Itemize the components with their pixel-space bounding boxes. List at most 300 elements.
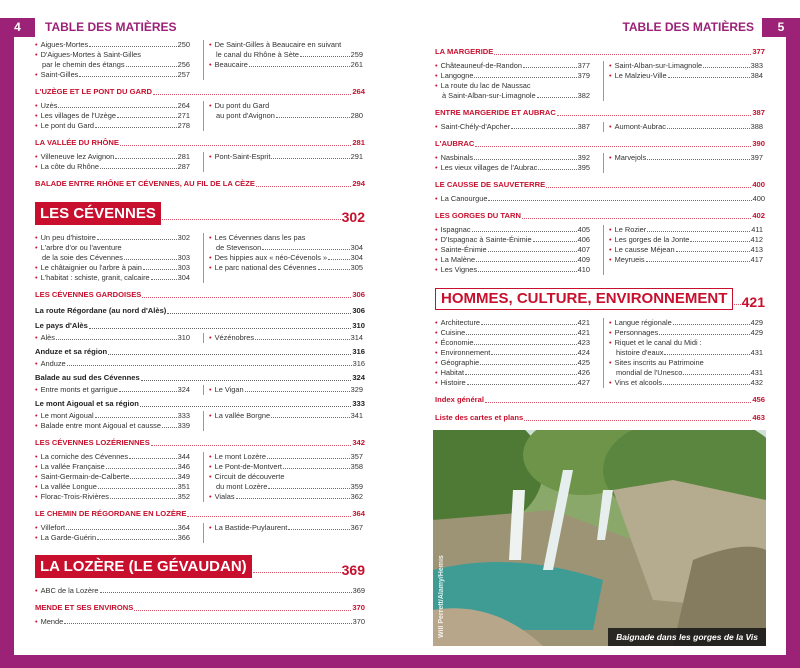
entry-page: 333 (177, 411, 190, 420)
entry-label-continued: à Saint-Alban-sur-Limagnole (442, 91, 536, 100)
dot-leader (271, 417, 350, 418)
subsection-entry[interactable] (35, 371, 365, 384)
entry-label: Les villages de l'Uzège (40, 111, 116, 120)
two-column-entries (435, 122, 765, 132)
dot-leader (271, 158, 349, 159)
toc-entry-continued[interactable] (609, 348, 763, 358)
entry-label: Saint-Alban-sur-Limagnole (614, 61, 703, 70)
toc-entry[interactable] (609, 225, 763, 235)
toc-entry[interactable] (435, 225, 590, 235)
section-heading[interactable] (435, 210, 765, 222)
bullet-icon: • (435, 348, 438, 357)
bullet-icon: • (209, 233, 212, 242)
bullet-icon: • (35, 472, 38, 481)
toc-entry[interactable] (35, 421, 190, 431)
toc-entry[interactable] (209, 523, 363, 533)
section-heading[interactable] (35, 86, 365, 98)
dot-leader (124, 259, 177, 260)
entry-label: Le mont Lozère (214, 452, 266, 461)
dot-leader (472, 231, 577, 232)
entry-label: Circuit de découverte (214, 472, 285, 481)
toc-entry-continued[interactable] (209, 111, 363, 121)
dot-leader (537, 97, 577, 98)
entry-page: 382 (577, 91, 590, 100)
entry-label: Châteauneuf-de-Randon (440, 61, 522, 70)
dot-leader (119, 391, 177, 392)
dot-leader (255, 339, 350, 340)
bullet-icon: • (609, 225, 612, 234)
dot-leader (475, 146, 751, 147)
toc-entry[interactable] (435, 358, 590, 368)
entry-label: De Saint-Gilles à Beaucaire en suivant (214, 40, 342, 49)
entry-label: La route du lac de Naussac (440, 81, 531, 90)
section-heading[interactable] (435, 179, 765, 191)
toc-entry[interactable] (35, 152, 190, 162)
bullet-icon: • (435, 225, 438, 234)
entry-label: Géographie (440, 358, 480, 367)
bullet-icon: • (35, 273, 38, 282)
heading-page: 370 (352, 603, 365, 612)
right-column (603, 61, 763, 101)
entry-label-continued: histoire d'eaux (616, 348, 664, 357)
entry-label: Aumont-Aubrac (614, 122, 666, 131)
dot-leader (703, 67, 750, 68)
subsection-entry[interactable] (35, 397, 365, 410)
toc-entry[interactable] (609, 245, 763, 255)
toc-entry[interactable] (609, 235, 763, 245)
left-column (435, 153, 590, 173)
toc-entry[interactable] (435, 245, 590, 255)
entry-page: 412 (750, 235, 763, 244)
toc-entry[interactable] (35, 617, 365, 627)
bullet-icon: • (209, 40, 212, 49)
toc-entry[interactable] (609, 122, 763, 132)
heading-label: Anduze et sa région (35, 347, 108, 356)
entry-page: 410 (577, 265, 590, 274)
toc-entry[interactable] (435, 265, 590, 275)
toc-entry[interactable] (435, 163, 590, 173)
dot-leader (647, 231, 750, 232)
entry-page: 280 (350, 111, 363, 120)
bullet-icon: • (35, 482, 38, 491)
toc-entry[interactable] (209, 333, 363, 343)
dot-leader (474, 159, 577, 160)
section-heading[interactable] (435, 138, 765, 150)
dot-leader (95, 127, 177, 128)
dot-leader (467, 384, 577, 385)
entry-label: Uzès (40, 101, 58, 110)
toc-entry[interactable] (35, 533, 190, 543)
entry-page: 357 (350, 452, 363, 461)
bullet-icon: • (35, 111, 38, 120)
bullet-icon: • (35, 421, 38, 430)
toc-entry[interactable] (209, 411, 363, 421)
bullet-icon: • (35, 533, 38, 542)
toc-entry[interactable] (35, 101, 190, 111)
left-column (35, 385, 190, 395)
entry-page: 388 (750, 122, 763, 131)
toc-entry[interactable] (435, 368, 590, 378)
toc-entry[interactable] (35, 243, 190, 253)
chapter-title: LA LOZÈRE (LE GÉVAUDAN) (35, 555, 252, 578)
bullet-icon: • (435, 255, 438, 264)
toc-entry-continued[interactable] (609, 368, 763, 378)
toc-entry[interactable] (609, 255, 763, 265)
toc-entry-continued[interactable] (209, 243, 363, 253)
dot-leader (474, 344, 576, 345)
heading-page: 463 (752, 413, 765, 422)
dot-leader (659, 334, 750, 335)
entry-page: 359 (350, 482, 363, 491)
toc-entry[interactable] (209, 385, 363, 395)
entry-label: Beaucaire (214, 60, 248, 69)
bullet-icon: • (35, 162, 38, 171)
toc-entry[interactable] (435, 122, 590, 132)
entry-label: Vins et alcools (614, 378, 663, 387)
entry-label: Le mont Aigoual (40, 411, 94, 420)
dot-leader (476, 261, 577, 262)
dot-leader (668, 77, 750, 78)
entry-page: 384 (750, 71, 763, 80)
right-column (603, 318, 763, 388)
entry-label: Les Cévennes dans les pas (214, 233, 306, 242)
bullet-icon: • (609, 378, 612, 387)
toc-entry[interactable] (209, 452, 363, 462)
dot-leader (523, 67, 577, 68)
entry-page: 392 (577, 153, 590, 162)
bullet-icon: • (35, 40, 38, 49)
dot-leader (474, 77, 576, 78)
toc-entry-continued[interactable] (35, 253, 190, 263)
entry-label: Histoire (440, 378, 466, 387)
toc-entry[interactable] (435, 348, 590, 358)
toc-entry[interactable] (435, 378, 590, 388)
toc-entry[interactable] (435, 318, 590, 328)
toc-entry[interactable] (435, 235, 590, 245)
toc-entry[interactable] (35, 359, 365, 369)
toc-entry[interactable] (35, 482, 190, 492)
entry-page: 303 (177, 263, 190, 272)
entry-page: 421 (577, 328, 590, 337)
toc-entry[interactable] (435, 194, 765, 204)
entry-page: 304 (177, 273, 190, 282)
page-number-right: 5 (762, 18, 800, 37)
bullet-icon: • (209, 523, 212, 532)
toc-entry[interactable] (609, 328, 763, 338)
toc-entry[interactable] (435, 153, 590, 163)
chapter-heading[interactable] (35, 555, 365, 578)
toc-entry[interactable] (209, 462, 363, 472)
entry-label: Environnement (440, 348, 491, 357)
dot-leader (64, 623, 351, 624)
entry-label: Les gorges de la Jonte (614, 235, 690, 244)
dot-leader (249, 66, 350, 67)
entry-label: Sites inscrits au Patrimoine (614, 358, 704, 367)
entry-page: 432 (750, 378, 763, 387)
toc-entry[interactable] (35, 40, 190, 50)
entry-page: 303 (177, 253, 190, 262)
dot-leader (151, 445, 352, 446)
toc-entry-continued[interactable] (209, 482, 363, 492)
toc-entry[interactable] (209, 492, 363, 502)
bullet-icon: • (435, 358, 438, 367)
single-column-entries (35, 617, 365, 627)
entry-label: ABC de la Lozère (40, 586, 99, 595)
dot-leader (262, 249, 349, 250)
section-heading[interactable] (435, 394, 765, 406)
dot-leader (100, 168, 177, 169)
toc-entry[interactable] (35, 411, 190, 421)
heading-page: 310 (352, 321, 365, 330)
toc-entry[interactable] (209, 263, 363, 273)
toc-entry[interactable] (435, 338, 590, 348)
heading-page: 294 (352, 179, 365, 188)
chapter-title: LES CÉVENNES (35, 202, 161, 225)
toc-entry[interactable] (35, 385, 190, 395)
toc-entry-continued[interactable] (435, 91, 590, 101)
toc-entry[interactable] (609, 153, 763, 163)
left-column (35, 452, 190, 502)
bullet-icon: • (35, 586, 38, 595)
bullet-icon: • (609, 328, 612, 337)
chapter-heading[interactable] (35, 202, 365, 225)
page-title-left: TABLE DES MATIÈRES (45, 20, 177, 34)
section-heading[interactable] (435, 107, 765, 119)
entry-label: Nasbinals (440, 153, 474, 162)
entry-label-continued: mondial de l'Unesco (616, 368, 683, 377)
dot-leader (126, 66, 177, 67)
bullet-icon: • (35, 452, 38, 461)
toc-entry[interactable] (35, 586, 365, 596)
toc-entry[interactable] (35, 492, 190, 502)
dot-leader (95, 417, 177, 418)
bullet-icon: • (35, 385, 38, 394)
entry-label: Langue régionale (614, 318, 672, 327)
entry-label: D'Aigues-Mortes à Saint-Gilles (40, 50, 141, 59)
bullet-icon: • (209, 492, 212, 501)
toc-entry[interactable] (35, 233, 190, 243)
bullet-icon: • (609, 255, 612, 264)
toc-entry[interactable] (35, 452, 190, 462)
section-heading[interactable] (35, 178, 365, 190)
left-column (35, 233, 190, 283)
heading-page: 264 (352, 87, 365, 96)
left-column (35, 333, 190, 343)
dot-leader (100, 592, 352, 593)
toc-entry[interactable] (609, 318, 763, 328)
subsection-entry[interactable] (35, 319, 365, 332)
toc-entry[interactable] (35, 472, 190, 482)
dot-leader (491, 354, 576, 355)
heading-label: LA MARGERIDE (435, 47, 494, 56)
toc-entry[interactable] (209, 60, 363, 70)
entry-page: 287 (177, 162, 190, 171)
toc-entry[interactable] (435, 81, 590, 91)
entry-label: Villefort (40, 523, 66, 532)
toc-entry[interactable] (209, 40, 363, 50)
toc-entry[interactable] (209, 233, 363, 243)
bullet-icon: • (35, 333, 38, 342)
single-column-entries (435, 194, 765, 204)
heading-page: 316 (352, 347, 365, 356)
entry-label: Personnages (614, 328, 659, 337)
toc-entry[interactable] (435, 328, 590, 338)
chapter-page: 302 (341, 209, 365, 225)
section-heading[interactable] (35, 437, 365, 449)
dot-leader (466, 334, 576, 335)
subsection-entry[interactable] (35, 345, 365, 358)
section-heading[interactable] (435, 46, 765, 58)
entry-page: 409 (577, 255, 590, 264)
entry-page: 329 (350, 385, 363, 394)
dot-leader (288, 529, 349, 530)
section-heading[interactable] (435, 412, 765, 424)
dot-leader (89, 46, 176, 47)
entry-label: Le châtaignier ou l'arbre à pain (40, 263, 142, 272)
entry-page: 341 (350, 411, 363, 420)
toc-entry[interactable] (35, 50, 190, 60)
left-column (435, 122, 590, 132)
bullet-icon: • (35, 263, 38, 272)
dot-leader (120, 145, 351, 146)
bullet-icon: • (35, 492, 38, 501)
right-column (203, 385, 363, 395)
toc-entry[interactable] (35, 523, 190, 533)
toc-entry[interactable] (209, 101, 363, 111)
two-column-entries (35, 152, 365, 172)
entry-label: Un peu d'histoire (40, 233, 96, 242)
entry-page: 304 (350, 243, 363, 252)
toc-entry-continued[interactable] (35, 60, 190, 70)
entry-page: 352 (177, 492, 190, 501)
entry-label: La corniche des Cévennes (40, 452, 129, 461)
toc-entry[interactable] (609, 71, 763, 81)
toc-entry[interactable] (209, 472, 363, 482)
heading-label: Liste des cartes et plans (435, 413, 524, 422)
entry-page: 417 (750, 255, 763, 264)
heading-label: Le pays d'Alès (35, 321, 88, 330)
dot-leader (478, 271, 577, 272)
dot-leader (488, 251, 577, 252)
entry-label: Riquet et le canal du Midi : (614, 338, 702, 347)
heading-page: 342 (352, 438, 365, 447)
dot-leader (143, 269, 177, 270)
bullet-icon: • (435, 245, 438, 254)
entry-label: L'habitat : schiste, granit, calcaire (40, 273, 150, 282)
bullet-icon: • (209, 462, 212, 471)
section-heading[interactable] (35, 289, 365, 301)
toc-entry[interactable] (435, 255, 590, 265)
toc-entry[interactable] (209, 152, 363, 162)
toc-entry[interactable] (35, 263, 190, 273)
bullet-icon: • (435, 122, 438, 131)
heading-label: La route Régordane (au nord d'Alès) (35, 306, 167, 315)
toc-entry[interactable] (609, 358, 763, 368)
entry-page: 264 (177, 101, 190, 110)
waterfall-photo (433, 430, 766, 646)
heading-label: L'UZÈGE ET LE PONT DU GARD (35, 87, 152, 96)
entry-page: 387 (577, 122, 590, 131)
entry-page: 367 (350, 523, 363, 532)
dot-leader (676, 251, 750, 252)
toc-entry[interactable] (435, 71, 590, 81)
entry-label: Balade entre mont Aigoual et causse (40, 421, 161, 430)
entry-page: 310 (177, 333, 190, 342)
left-column (35, 40, 190, 80)
entry-label-continued: par le chemin des étangs (42, 60, 125, 69)
entry-page: 395 (577, 163, 590, 172)
toc-entry[interactable] (35, 333, 190, 343)
entry-label: Aigues-Mortes (40, 40, 89, 49)
entry-page: 425 (577, 358, 590, 367)
toc-entry[interactable] (35, 70, 190, 80)
dot-leader (485, 402, 751, 403)
dot-leader (187, 516, 351, 517)
entry-page: 369 (352, 586, 365, 595)
dot-leader (734, 304, 740, 305)
bottom-band (0, 655, 800, 668)
photo-caption: Baignade dans les gorges de la Vis (608, 628, 766, 646)
chapter-heading[interactable] (435, 287, 765, 310)
entry-page: 316 (352, 359, 365, 368)
toc-entry[interactable] (609, 378, 763, 388)
toc-entry[interactable] (35, 273, 190, 283)
entry-page: 278 (177, 121, 190, 130)
entry-page: 429 (750, 318, 763, 327)
left-column (35, 152, 190, 172)
toc-entry[interactable] (209, 253, 363, 263)
toc-entry[interactable] (35, 462, 190, 472)
toc-entry[interactable] (435, 61, 590, 71)
bullet-icon: • (35, 152, 38, 161)
section-heading[interactable] (35, 508, 365, 520)
toc-entry[interactable] (609, 61, 763, 71)
entry-page: 424 (577, 348, 590, 357)
entry-label: Le Malzieu-Ville (614, 71, 667, 80)
heading-page: 333 (352, 399, 365, 408)
entry-label: La côte du Rhône (40, 162, 99, 171)
heading-label: Balade au sud des Cévennes (35, 373, 140, 382)
subsection-entry[interactable] (35, 304, 365, 317)
entry-label: Sainte-Énimie (440, 245, 487, 254)
entry-page: 305 (350, 263, 363, 272)
bullet-icon: • (435, 81, 438, 90)
entry-label: Florac-Trois-Rivières (40, 492, 109, 501)
two-column-entries (35, 523, 365, 543)
entry-label: La Canourgue (440, 194, 488, 203)
dot-leader (153, 94, 351, 95)
bullet-icon: • (435, 61, 438, 70)
section-heading[interactable] (35, 137, 365, 149)
photo-credit: Will Perrett/Alamy/Hemis (438, 555, 445, 638)
dot-leader (663, 384, 750, 385)
entry-page: 429 (750, 328, 763, 337)
toc-entry-continued[interactable] (209, 50, 363, 60)
dot-leader (494, 54, 751, 55)
section-heading[interactable] (35, 602, 365, 614)
two-column-entries (35, 333, 365, 343)
bullet-icon: • (435, 163, 438, 172)
toc-entry[interactable] (609, 338, 763, 348)
entry-page: 364 (177, 523, 190, 532)
bullet-icon: • (609, 358, 612, 367)
entry-label: Entre monts et garrigue (40, 385, 118, 394)
chapter-page: 421 (741, 294, 765, 310)
toc-entry[interactable] (35, 111, 190, 121)
toc-entry[interactable] (35, 162, 190, 172)
bullet-icon: • (209, 411, 212, 420)
toc-entry[interactable] (35, 121, 190, 131)
